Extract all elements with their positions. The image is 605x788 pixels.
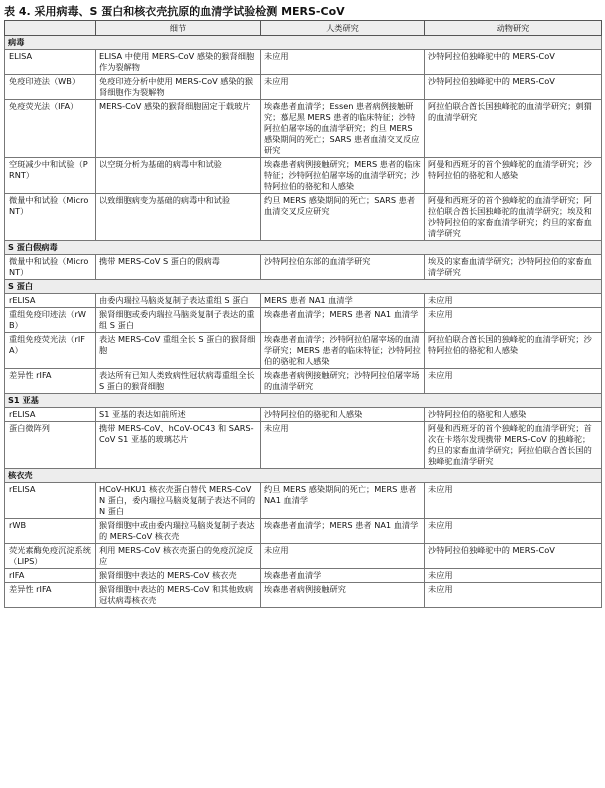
serology-table <box>4 20 602 608</box>
table-row <box>5 544 602 569</box>
table-row <box>5 308 602 333</box>
animal-studies-cell: 沙特阿拉伯独峰驼中的 MERS-CoV <box>425 75 602 100</box>
animal-studies-cell: 阿曼和西班牙的首个独峰驼的血清学研究；沙特阿拉伯的骆驼和人感染 <box>425 158 602 194</box>
details-cell: 表达所有已知人类致病性冠状病毒重组全长 S 蛋白的猴肾细胞 <box>96 369 261 394</box>
details-cell: 猴肾细胞中表达的 MERS-CoV 核衣壳 <box>96 569 261 583</box>
human-studies-cell: 埃森患者病例接触研究；沙特阿拉伯屠宰场的血清学研究 <box>261 369 425 394</box>
animal-studies-cell: 未应用 <box>425 583 602 608</box>
animal-studies-cell: 埃及的家畜血清学研究；沙特阿拉伯的家畜血清学研究 <box>425 255 602 280</box>
details-cell: MERS-CoV 感染的猴肾细胞固定于载玻片 <box>96 100 261 158</box>
header-human-studies: 人类研究 <box>261 21 425 36</box>
animal-studies-cell: 阿拉伯联合酋长国独峰驼的血清学研究；刺猬的血清学研究 <box>425 100 602 158</box>
section-row <box>5 469 602 483</box>
method-cell: 免疫荧光法（IFA） <box>5 100 96 158</box>
animal-studies-cell: 未应用 <box>425 519 602 544</box>
table-row <box>5 50 602 75</box>
method-cell: 空斑减少中和试验（PRNT） <box>5 158 96 194</box>
method-cell: 重组免疫印迹法（rWB） <box>5 308 96 333</box>
details-cell: 表达 MERS-CoV 重组全长 S 蛋白的猴肾细胞 <box>96 333 261 369</box>
section-row <box>5 280 602 294</box>
animal-studies-cell: 沙特阿拉伯的骆驼和人感染 <box>425 408 602 422</box>
table-row <box>5 422 602 469</box>
details-cell: 猴肾细胞中表达的 MERS-CoV 和其他致病冠状病毒核衣壳 <box>96 583 261 608</box>
table-row <box>5 75 602 100</box>
details-cell: 免疫印迹分析中使用 MERS-CoV 感染的猴肾细胞作为裂解物 <box>96 75 261 100</box>
human-studies-cell: 埃森患者血清学；沙特阿拉伯屠宰场的血清学研究；MERS 患者的临床特征；沙特阿拉伯的骆驼和人感染 <box>261 333 425 369</box>
details-cell: 猴肾细胞中或由委内瑞拉马脑炎复制子表达的 MERS-CoV 核衣壳 <box>96 519 261 544</box>
human-studies-cell: 未应用 <box>261 422 425 469</box>
method-cell: rELISA <box>5 408 96 422</box>
animal-studies-cell: 未应用 <box>425 569 602 583</box>
table-row <box>5 255 602 280</box>
table-row <box>5 100 602 158</box>
human-studies-cell: 埃森患者血清学 <box>261 569 425 583</box>
details-cell: 以空斑分析为基础的病毒中和试验 <box>96 158 261 194</box>
human-studies-cell: 未应用 <box>261 75 425 100</box>
details-cell: 利用 MERS-CoV 核衣壳蛋白的免疫沉淀反应 <box>96 544 261 569</box>
details-cell: S1 亚基的表达如前所述 <box>96 408 261 422</box>
animal-studies-cell: 阿曼和西班牙的首个独峰驼的血清学研究；阿拉伯联合酋长国独峰驼的血清学研究；埃及和沙特阿拉伯的家畜血清学研究；约旦的家畜血清学研究 <box>425 194 602 241</box>
method-cell: 微量中和试验（MicroNT） <box>5 194 96 241</box>
method-cell: 免疫印迹法（WB） <box>5 75 96 100</box>
table-row <box>5 408 602 422</box>
human-studies-cell: 埃森患者病例接触研究；MERS 患者的临床特征；沙特阿拉伯屠宰场的血清学研究；沙特阿拉伯的骆驼和人感染 <box>261 158 425 194</box>
details-cell: 猴肾细胞或委内瑞拉马脑炎复制子表达的重组 S 蛋白 <box>96 308 261 333</box>
table-row <box>5 483 602 519</box>
method-cell: 差异性 rIFA <box>5 583 96 608</box>
section-row <box>5 394 602 408</box>
details-cell: 携带 MERS-CoV S 蛋白的假病毒 <box>96 255 261 280</box>
details-cell: 携带 MERS-CoV、hCoV-OC43 和 SARS-CoV S1 亚基的玻璃芯片 <box>96 422 261 469</box>
animal-studies-cell: 未应用 <box>425 483 602 519</box>
table-body <box>5 36 602 608</box>
table-row <box>5 333 602 369</box>
animal-studies-cell: 阿曼和西班牙的首个独峰驼的血清学研究；首次在卡塔尔发现携带 MERS-CoV 的独峰驼；约旦的家畜血清学研究；阿拉伯联合酋长国的独峰驼血清学研究 <box>425 422 602 469</box>
method-cell: 微量中和试验（MicroNT） <box>5 255 96 280</box>
human-studies-cell: MERS 患者 NA1 血清学 <box>261 294 425 308</box>
method-cell: ELISA <box>5 50 96 75</box>
human-studies-cell: 约旦 MERS 感染期间的死亡；SARS 患者血清交叉反应研究 <box>261 194 425 241</box>
details-cell: ELISA 中使用 MERS-CoV 感染的猴肾细胞作为裂解物 <box>96 50 261 75</box>
table-row <box>5 194 602 241</box>
table-caption: 表 4. 采用病毒、S 蛋白和核衣壳抗原的血清学试验检测 MERS-CoV <box>4 5 345 18</box>
animal-studies-cell: 沙特阿拉伯独峰驼中的 MERS-CoV <box>425 544 602 569</box>
section-title: S 蛋白假病毒 <box>5 241 602 255</box>
method-cell: 差异性 rIFA <box>5 369 96 394</box>
method-cell: 蛋白微阵列 <box>5 422 96 469</box>
animal-studies-cell: 未应用 <box>425 294 602 308</box>
method-cell: 荧光素酶免疫沉淀系统（LIPS） <box>5 544 96 569</box>
header-row <box>5 21 602 36</box>
human-studies-cell: 埃森患者病例接触研究 <box>261 583 425 608</box>
method-cell: rWB <box>5 519 96 544</box>
details-cell: 以致细胞病变为基础的病毒中和试验 <box>96 194 261 241</box>
table-row <box>5 158 602 194</box>
human-studies-cell: 未应用 <box>261 50 425 75</box>
header-animal-studies: 动物研究 <box>425 21 602 36</box>
animal-studies-cell: 沙特阿拉伯独峰驼中的 MERS-CoV <box>425 50 602 75</box>
table-row <box>5 369 602 394</box>
header-method <box>5 21 96 36</box>
table-row <box>5 569 602 583</box>
details-cell: 由委内瑞拉马脑炎复制子表达重组 S 蛋白 <box>96 294 261 308</box>
method-cell: rELISA <box>5 483 96 519</box>
human-studies-cell: 约旦 MERS 感染期间的死亡；MERS 患者 NA1 血清学 <box>261 483 425 519</box>
section-title: 病毒 <box>5 36 602 50</box>
animal-studies-cell: 未应用 <box>425 308 602 333</box>
human-studies-cell: 未应用 <box>261 544 425 569</box>
method-cell: rELISA <box>5 294 96 308</box>
method-cell: 重组免疫荧光法（rIFA） <box>5 333 96 369</box>
human-studies-cell: 埃森患者血清学；MERS 患者 NA1 血清学 <box>261 308 425 333</box>
human-studies-cell: 埃森患者血清学；MERS 患者 NA1 血清学 <box>261 519 425 544</box>
human-studies-cell: 埃森患者血清学；Essen 患者病例接触研究；慕尼黑 MERS 患者的临床特征；沙特阿拉伯屠宰场的血清学研究；约旦 MERS 感染期间的死亡；SARS 患者血清交叉反应研究 <box>261 100 425 158</box>
section-title: S 蛋白 <box>5 280 602 294</box>
header-details: 细节 <box>96 21 261 36</box>
section-title: S1 亚基 <box>5 394 602 408</box>
table-row <box>5 294 602 308</box>
section-row <box>5 36 602 50</box>
details-cell: HCoV-HKU1 核衣壳蛋白替代 MERS-CoV N 蛋白，委内瑞拉马脑炎复制子表达不同的 N 蛋白 <box>96 483 261 519</box>
table-row <box>5 583 602 608</box>
animal-studies-cell: 阿拉伯联合酋长国的独峰驼的血清学研究；沙特阿拉伯的骆驼和人感染 <box>425 333 602 369</box>
section-row <box>5 241 602 255</box>
method-cell: rIFA <box>5 569 96 583</box>
section-title: 核衣壳 <box>5 469 602 483</box>
table-row <box>5 519 602 544</box>
animal-studies-cell: 未应用 <box>425 369 602 394</box>
human-studies-cell: 沙特阿拉伯东部的血清学研究 <box>261 255 425 280</box>
human-studies-cell: 沙特阿拉伯的骆驼和人感染 <box>261 408 425 422</box>
